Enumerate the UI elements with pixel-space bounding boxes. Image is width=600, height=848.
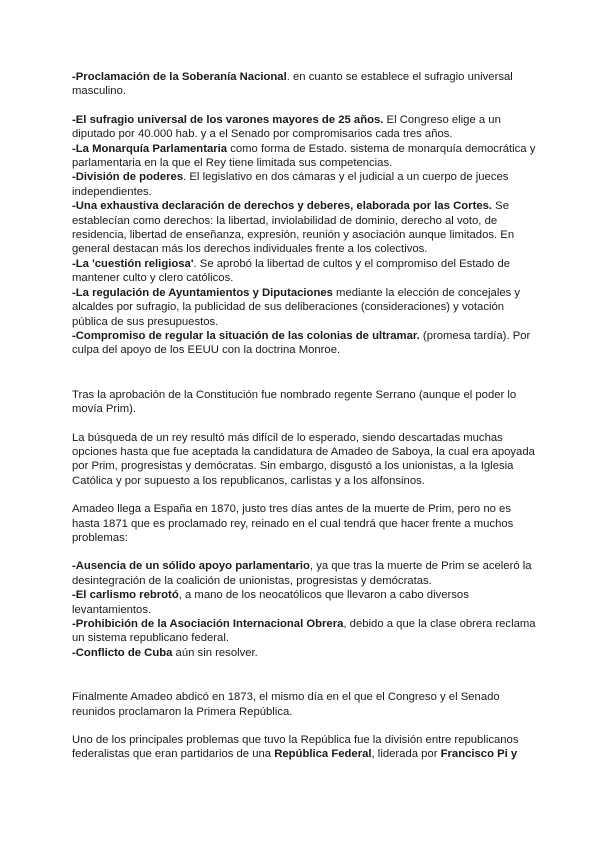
list-item [72,286,540,329]
bold-heading: -Ausencia de un sólido apoyo parlamentario [72,560,310,573]
bold-heading: -Una exhaustiva declaración de derechos y deberes, elaborada por las Cortes. [72,200,493,213]
bold-heading: -Conflicto de Cuba [72,646,173,659]
paragraph-king-search: La búsqueda de un rey resultó más difícil de lo esperado, siendo descartadas muchas opciones hasta que fue aceptada la candidatura de Amadeo de Saboya, la cual era apoyada por Prim, progresistas y demócratas. Sin embargo, disgustó a los unionistas, a la Iglesia Católica y por supuesto a los republicanos, carlistas y a los alfonsinos. [72,431,535,487]
list-item [72,170,540,199]
bold-heading: -El sufragio universal de los varones mayores de 25 años. [72,113,384,126]
item-text: , debido a que la clase obrera reclama un sistema republicano federal. [72,618,536,645]
paragraph-regent: Tras la aprobación de la Constitución fue nombrado regente Serrano (aunque el poder lo movía Prim). [72,388,517,416]
list-item [72,617,540,646]
paragraph-amadeo: Amadeo llega a España en 1870, justo tres días antes de la muerte de Prim, pero no es hasta 1871 que es proclamado rey, reinado en el cual tendrá que hacer frente a muchos problemas: [72,503,514,544]
item-text: El Congreso elige a un diputado por 40.000 hab. y a el Senado por compromisarios cada tres años. [72,113,501,141]
list-item [72,142,540,171]
item-text: mediante la elección de concejales y alcaldes por sufragio, la publicidad de sus deliberaciones (consideraciones) y votación pública de sus presupuestos. [72,286,521,328]
item-text: , a mano de los neocatólicos que llevaron a cabo diversos levantamientos. [72,589,469,616]
item-text: (promesa tardía). Por culpa del apoyo de los EEUU con la doctrina Monroe. [72,329,531,357]
list-item [72,559,540,588]
item-text: . Se aprobó la libertad de cultos y el compromiso del Estado de mantener culto y clero católicos. [72,257,511,285]
item-text: aún sin resolver. [172,646,258,659]
bold-heading: -División de poderes [72,171,184,184]
list-item [72,199,540,257]
list-item [72,257,540,286]
bold-heading: -El carlismo rebrotó [72,589,179,602]
item-text: como forma de Estado. sistema de monarquía democrática y parlamentaria en la que el Rey tiene limitada sus competencias. [72,142,536,170]
bold-heading: -Proclamación de la Soberanía Nacional [72,71,287,83]
paragraph-text: Uno de los principales problemas que tuvo la República fue la división entre republicanos federalistas que eran partidarios de una [72,734,519,761]
item-text: , ya que tras la muerte de Prim se aceleró la desintegración de la coalición de unionistas, progresistas y demócratas. [72,560,532,587]
paragraph-republic [72,733,540,762]
bold-heading: -Prohibición de la Asociación Internacional Obrera [72,618,344,630]
bold-heading: -La Monarquía Parlamentaria [72,142,228,155]
list-item [72,588,540,617]
constitution-points-list [72,113,540,358]
bold-term: República Federal [274,748,372,761]
list-item [72,113,540,142]
list-item [72,329,540,358]
paragraph-abdication: Finalmente Amadeo abdicó en 1873, el mismo día en el que el Congreso y el Senado reunidos proclamaron la Primera República. [72,691,500,718]
problems-list [72,559,540,660]
document-page [72,70,540,762]
paragraph-sovereignty [72,70,540,99]
bold-heading: -Compromiso de regular la situación de las colonias de ultramar. [72,329,420,342]
item-text: Se establecían como derechos: la libertad, inviolabilidad de dominio, derecho al voto, de residencia, libertad de enseñanza, expresión, reunión y asociación aunque limitados. En general destacan más los derechos individuales frente a los colectivos. [72,200,515,256]
list-item [72,646,540,660]
bold-heading: -La 'cuestión religiosa' [72,257,194,270]
bold-term: Francisco Pi y [440,748,518,761]
item-text: . El legislativo en dos cámaras y el judicial a un cuerpo de jueces independientes. [72,171,509,198]
paragraph-text: , liderada por [371,748,441,761]
paragraph-text: . en cuanto se establece el sufragio universal masculino. [72,71,513,98]
bold-heading: -La regulación de Ayuntamientos y Diputaciones [72,286,333,299]
